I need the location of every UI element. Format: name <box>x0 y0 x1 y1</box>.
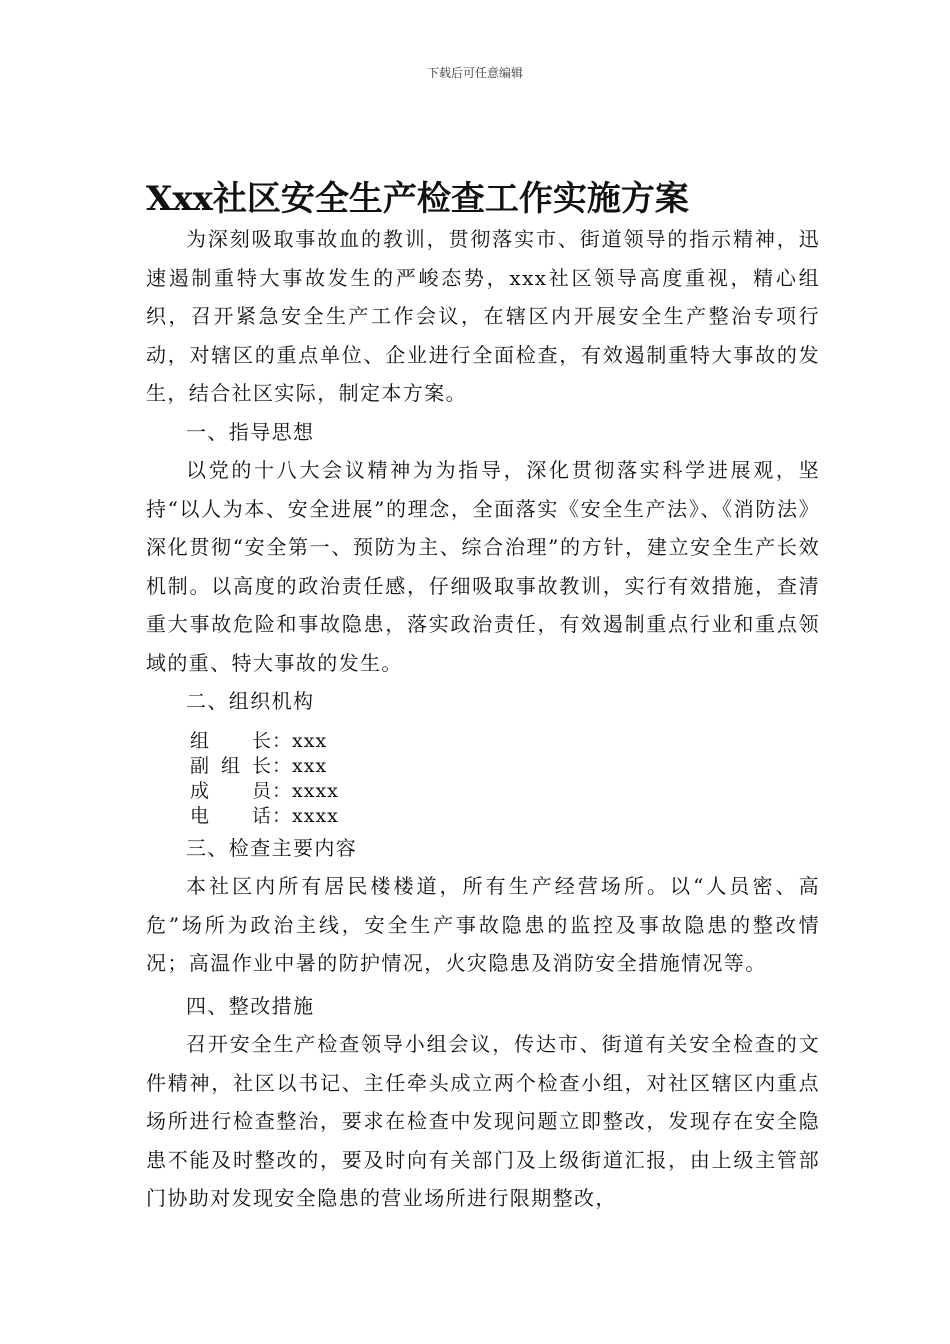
org-member-label: 电话 <box>190 804 272 827</box>
org-member-label: 副组长 <box>190 754 272 777</box>
org-member-deputy-leader <box>190 754 820 779</box>
header-note: 下载后可任意编辑 <box>426 66 523 80</box>
org-member-value: xxxx <box>292 804 339 827</box>
org-member-members <box>190 779 820 804</box>
section-text-rectification: 召开安全生产检查领导小组会议，传达市、街道有关安全检查的文件精神，社区以书记、主任牵头成立两个检查小组，对社区辖区内重点场所进行检查整治，要求在检查中发现问题立即整改，发现存在安全隐患不能及时整改的，要及时向有关部门及上级街道汇报，由上级主管部门协助对发现安全隐患的营业场所进行限期整改， <box>146 1032 820 1210</box>
section-text-inspection-content: 本社区内所有居民楼楼道，所有生产经营场所。以“人员密、高危”场所为政治主线，安全生产事故隐患的监控及事故隐患的整改情况；高温作业中暑的防护情况，火灾隐患及消防安全措施情况等。 <box>146 874 820 975</box>
org-separator: ： <box>272 754 293 777</box>
org-member-label: 组长 <box>190 729 272 752</box>
organization-list <box>146 729 820 829</box>
org-member-value: xxxx <box>292 779 339 802</box>
intro-paragraph: 为深刻吸取事故血的教训，贯彻落实市、街道领导的指示精神，迅速遏制重特大事故发生的严峻态势，xxx社区领导高度重视，精心组织，召开紧急安全生产工作会议，在辖区内开展安全生产整治专项行动，对辖区的重点单位、企业进行全面检查，有效遏制重特大事故的发生，结合社区实际，制定本方案。 <box>146 227 820 405</box>
org-member-label: 成员 <box>190 779 272 802</box>
section-heading-guiding-ideology: 一、指导思想 <box>186 419 315 444</box>
document-body <box>146 220 820 1218</box>
org-member-phone <box>190 804 820 829</box>
org-member-leader <box>190 729 820 754</box>
section-heading-organization: 二、组织机构 <box>186 689 315 713</box>
org-separator: ： <box>272 804 293 827</box>
org-separator: ： <box>272 779 293 802</box>
org-member-value: xxx <box>292 729 328 752</box>
document-title: Xxx社区安全生产检查工作实施方案 <box>146 179 689 219</box>
section-heading-rectification: 四、整改措施 <box>186 993 315 1018</box>
section-heading-inspection-content: 三、检查主要内容 <box>186 835 358 860</box>
section-text-guiding-ideology: 以党的十八大会议精神为为指导，深化贯彻落实科学进展观，坚持“以人为本、安全进展”的理念，全面落实《安全生产法》、《消防法》深化贯彻“安全第一、预防为主、综合治理”的方针，建立安全生产长效机制。以高度的政治责任感，仔细吸取事故教训，实行有效措施，查清重大事故危险和事故隐患，落实政治责任，有效遏制重点行业和重点领域的重、特大事故的发生。 <box>146 458 820 675</box>
org-member-value: xxx <box>292 754 328 777</box>
org-separator: ： <box>272 729 293 752</box>
